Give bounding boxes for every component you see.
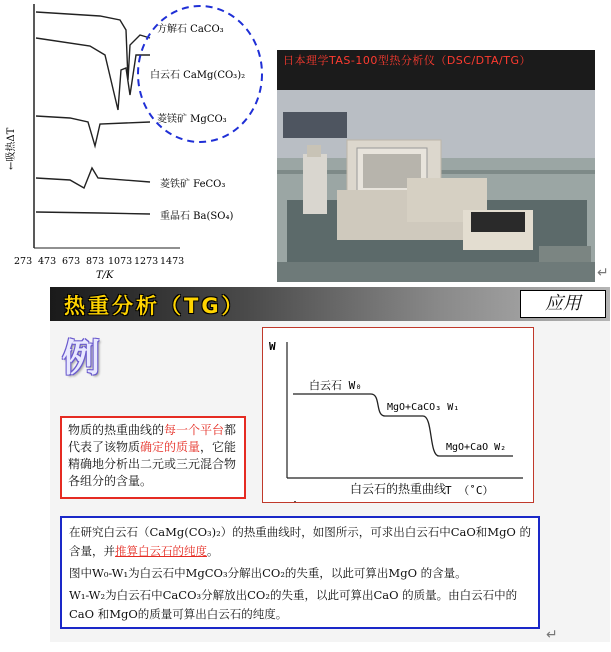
slide-title: 热重分析（TG） bbox=[64, 294, 246, 318]
red-box-text: ，它能精确地分析出二元或三元混合物各组分的含量。 bbox=[68, 440, 237, 488]
slide-tag: 应用 bbox=[520, 290, 606, 318]
photo-caption: 日本理学TAS-100型热分析仪（DSC/DTA/TG） bbox=[283, 54, 531, 67]
blue-box-paragraph-1 bbox=[69, 523, 531, 561]
dta-label-barite: 重晶石 Ba(SO₄) bbox=[160, 211, 234, 222]
dta-label-siderite: 菱铁矿 FeCO₃ bbox=[160, 179, 226, 190]
red-box-highlight: 每一个平台 bbox=[164, 423, 225, 437]
instrument-photo-svg bbox=[277, 50, 595, 282]
dta-curve-siderite bbox=[36, 168, 150, 188]
blue-explanation-box bbox=[60, 516, 540, 629]
blue-box-text: 在研究白云石（CaMg(CO₃)₂）的热重曲线时，如图所示，可求出白云石中CaO和MgO 的含量，并 bbox=[69, 525, 532, 558]
red-box-highlight: 确定的质量 bbox=[140, 440, 201, 454]
red-box-text: 物质的热重曲线的 bbox=[68, 423, 165, 437]
blue-box-paragraph-2: 图中W₀-W₁为白云石中MgCO₃分解出CO₂的失重，以此可算出MgO 的含量。 bbox=[69, 566, 467, 580]
tg-curve-svg bbox=[263, 328, 533, 502]
dta-y-label: ←吸热ΔT bbox=[6, 127, 17, 170]
red-box-text: 都代表了该物质 bbox=[68, 423, 237, 454]
dta-curves-svg bbox=[0, 0, 270, 285]
dta-label-magnesite: 菱镁矿 MgCO₃ bbox=[157, 114, 227, 125]
dta-x-tick: 673 bbox=[62, 256, 81, 267]
dta-x-unit: T/K bbox=[96, 270, 114, 281]
dta-curve-dolomite bbox=[36, 38, 150, 110]
dta-curve-magnesite bbox=[36, 116, 150, 146]
dta-curve-calcite bbox=[36, 12, 150, 80]
dta-label-dolomite: 白云石 CaMg(CO₃)₂ bbox=[150, 70, 246, 81]
blue-box-highlight: 推算白云石的纯度 bbox=[115, 544, 207, 558]
blue-box-paragraph-3: W₁-W₂为白云石中CaCO₃分解放出CO₂的失重，以此可算出CaO 的质量。由白云石中的CaO 和MgO的质量可算出白云石的纯度。 bbox=[69, 588, 518, 621]
example-char: 例 bbox=[62, 336, 101, 380]
dta-x-tick: 873 bbox=[86, 256, 105, 267]
dta-x-tick: 273 bbox=[14, 256, 33, 267]
return-mark: ↵ bbox=[546, 627, 558, 643]
tg-slide bbox=[50, 287, 610, 642]
instrument-photo bbox=[277, 50, 595, 282]
dta-label-calcite: 方解石 CaCO₃ bbox=[157, 24, 224, 35]
return-mark: ↵ bbox=[597, 265, 609, 281]
tg-plateau-label-w0: 白云石 W₀ bbox=[309, 379, 362, 392]
tg-x-label: T （˚C） bbox=[445, 484, 494, 497]
dta-curve-barite bbox=[36, 212, 150, 214]
red-note-box bbox=[60, 416, 246, 499]
dta-x-tick: 1473 bbox=[160, 256, 185, 267]
tg-chart-caption: 白云石的热重曲线 bbox=[349, 482, 446, 496]
blue-box-text: 。 bbox=[207, 544, 219, 558]
dta-x-tick: 473 bbox=[38, 256, 57, 267]
dta-x-tick: 1273 bbox=[134, 256, 159, 267]
dta-curves-figure bbox=[0, 0, 270, 285]
tg-y-label: W bbox=[269, 340, 276, 353]
tg-curve-box bbox=[262, 327, 534, 503]
tg-plateau-label-w1: MgO+CaCO₃ W₁ bbox=[387, 402, 460, 413]
dta-x-tick: 1073 bbox=[108, 256, 133, 267]
tg-plateau-label-w2: MgO+CaO W₂ bbox=[446, 442, 507, 453]
